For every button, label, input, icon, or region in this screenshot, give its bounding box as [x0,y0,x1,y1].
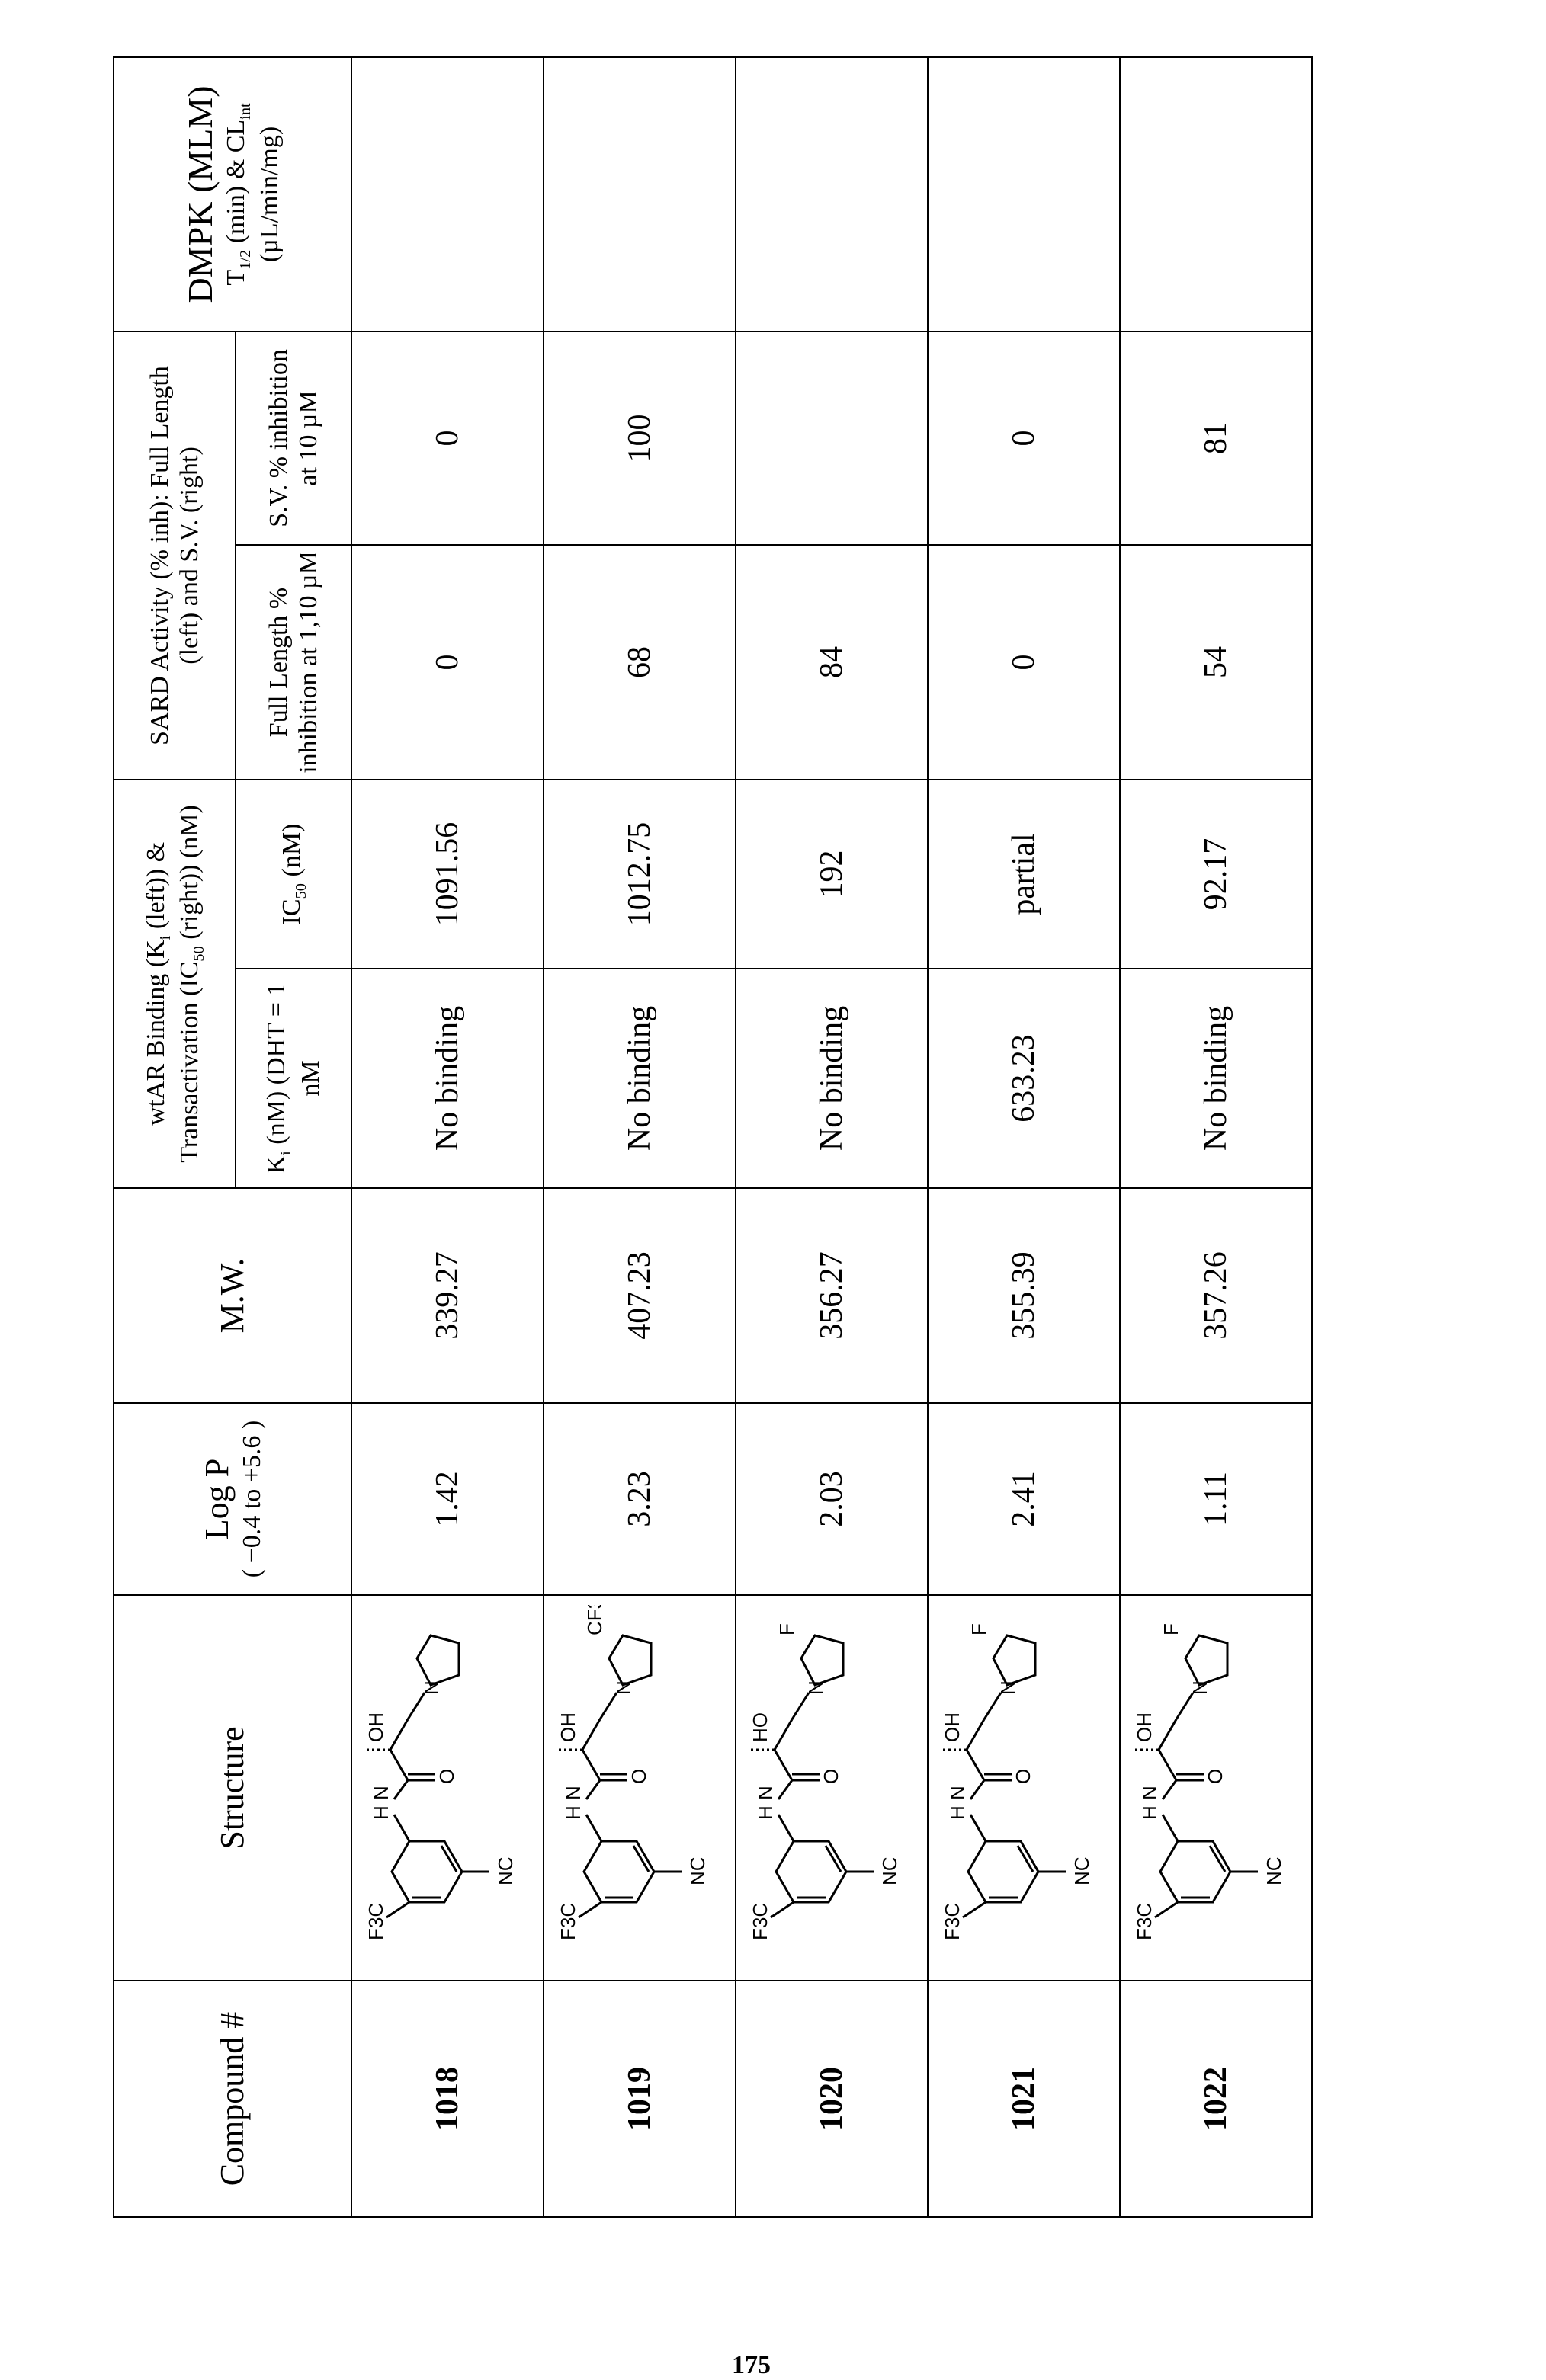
structure-cell [1120,1595,1312,1981]
ring-substituent-label: F [1160,1623,1182,1635]
mw-value: 357.26 [1120,1188,1312,1403]
header-sv: S.V. % inhibition at 10 µM [236,332,351,545]
structure-label: N [420,1680,443,1695]
ic50-value: 92.17 [1120,780,1312,969]
structure-label: H N [562,1786,585,1820]
sv-inhibition: 100 [544,332,736,545]
full-length-inhibition: 84 [736,545,928,780]
structure-label: NC [1070,1856,1093,1885]
chemical-structure-image [1124,1605,1300,1971]
header-ki: Ki (nM) (DHT = 1 nM [236,969,351,1188]
chemical-structure-image [548,1605,723,1971]
header-structure: Structure [114,1595,351,1981]
structure-label: N [804,1680,827,1695]
logp-value: 3.23 [544,1403,736,1595]
table-row [544,57,736,2217]
structure-label: NC [1262,1856,1285,1885]
chemical-structure-image [356,1605,531,1971]
chemical-structure-image [740,1605,916,1971]
header-wtar-group: wtAR Binding (Ki (left)) & Transactivation (IC50 (right)) (nM) [114,780,236,1188]
structure-label: O [435,1769,458,1784]
rotated-table-container [113,58,1313,2218]
structure-label: O [627,1769,650,1784]
logp-value: 2.03 [736,1403,928,1595]
structure-label: O [1012,1769,1034,1784]
structure-label: NC [686,1856,709,1885]
structure-label: N [1188,1680,1211,1695]
header-mw: M.W. [114,1188,351,1403]
ic50-value: partial [928,780,1120,969]
header-ic50: IC50 (nM) [236,780,351,969]
structure-label: N [612,1680,635,1695]
compound-id: 1020 [736,1981,928,2217]
header-compound: Compound # [114,1981,351,2217]
ring-substituent-label: F [775,1623,798,1635]
structure-label: OH [1133,1712,1156,1742]
compound-id: 1021 [928,1981,1120,2217]
dmpk-value [351,57,544,332]
table-row [928,57,1120,2217]
structure-label: NC [878,1856,901,1885]
compound-id: 1018 [351,1981,544,2217]
header-sard-group: SARD Activity (% inh): Full Length (left) and S.V. (right) [114,332,236,780]
table-row [736,57,928,2217]
structure-label: F3C [941,1903,964,1940]
ic50-value: 1012.75 [544,780,736,969]
table-row [1120,57,1312,2217]
structure-label: N [996,1680,1019,1695]
logp-value: 1.42 [351,1403,544,1595]
ki-value: 633.23 [928,969,1120,1188]
structure-cell [351,1595,544,1981]
mw-value: 339.27 [351,1188,544,1403]
header-logp [114,1403,351,1595]
page-number: 175 [732,2351,771,2380]
dmpk-value [928,57,1120,332]
full-length-inhibition: 0 [928,545,1120,780]
header-full-length: Full Length % inhibition at 1,10 µM [236,545,351,780]
sv-inhibition: 81 [1120,332,1312,545]
structure-label: OH [364,1712,387,1742]
structure-label: HO [749,1712,771,1742]
sv-inhibition [736,332,928,545]
compound-data-table [113,56,1313,2218]
full-length-inhibition: 0 [351,545,544,780]
structure-cell [928,1595,1120,1981]
full-length-inhibition: 54 [1120,545,1312,780]
dmpk-value [1120,57,1312,332]
structure-label: H N [1138,1786,1161,1820]
logp-value: 2.41 [928,1403,1120,1595]
structure-label: H N [754,1786,777,1820]
structure-cell [736,1595,928,1981]
ic50-value: 1091.56 [351,780,544,969]
header-dmpk: DMPK (MLM) T1/2 (min) & CLint (µL/min/mg) [114,57,351,332]
structure-label: OH [941,1712,964,1742]
mw-value: 356.27 [736,1188,928,1403]
structure-label: F3C [364,1903,387,1940]
ring-substituent-label: F [967,1623,990,1635]
structure-label: H N [370,1786,393,1820]
structure-label: O [820,1769,842,1784]
compound-id: 1022 [1120,1981,1312,2217]
sv-inhibition: 0 [928,332,1120,545]
structure-label: F3C [1133,1903,1156,1940]
ic50-value: 192 [736,780,928,969]
sv-inhibition: 0 [351,332,544,545]
full-length-inhibition: 68 [544,545,736,780]
structure-label: H N [946,1786,969,1820]
ki-value: No binding [544,969,736,1188]
chemical-structure-image [932,1605,1108,1971]
ring-substituent-label: CF3 [583,1605,606,1635]
structure-cell [544,1595,736,1981]
table-row [351,57,544,2217]
ki-value: No binding [1120,969,1312,1188]
structure-label: F3C [556,1903,579,1940]
header-logp-title: Log P [198,1459,236,1539]
structure-label: OH [556,1712,579,1742]
structure-label: O [1204,1769,1227,1784]
ki-value: No binding [351,969,544,1188]
mw-value: 407.23 [544,1188,736,1403]
dmpk-value [736,57,928,332]
header-logp-range: ( −0.4 to +5.6 ) [238,1421,266,1578]
mw-value: 355.39 [928,1188,1120,1403]
compound-id: 1019 [544,1981,736,2217]
structure-label: NC [494,1856,517,1885]
logp-value: 1.11 [1120,1403,1312,1595]
ki-value: No binding [736,969,928,1188]
dmpk-value [544,57,736,332]
structure-label: F3C [749,1903,771,1940]
